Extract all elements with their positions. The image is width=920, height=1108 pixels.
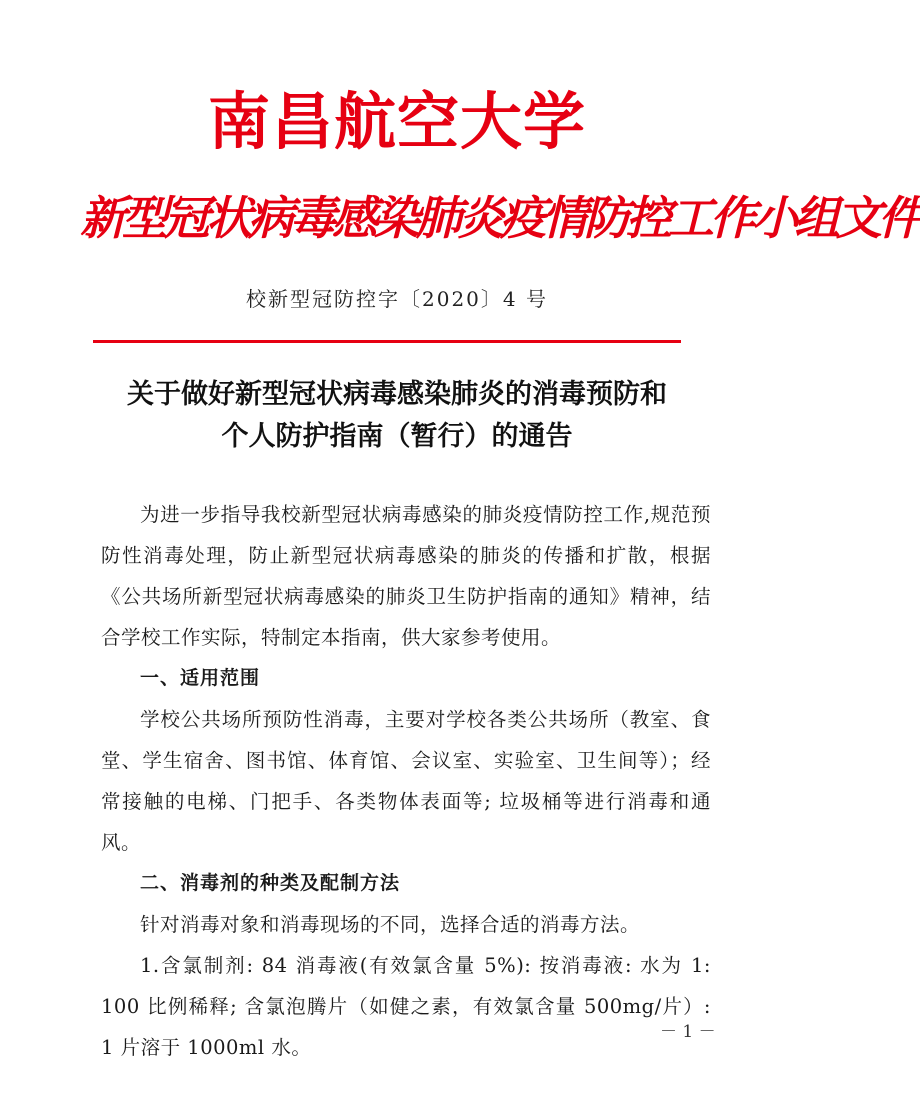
section-heading-disinfectants: 二、消毒剂的种类及配制方法: [140, 872, 401, 894]
issuer-name: 南昌航空大学: [207, 85, 586, 158]
scope-paragraph: 学校公共场所预防性消毒，主要对学校各类公共场所（教室、食堂、学生宿舍、图书馆、体育馆、会议室、实验室、卫生间等）；经常接触的电梯、门把手、各类物体表面等; 垃圾桶等进行消毒和通风。: [101, 708, 711, 854]
chlorine-agent-paragraph: 1.含氯制剂: 84 消毒液(有效氯含量 5%): 按消毒液: 水为 1: 100 比例稀释; 含氯泡腾片（如健之素，有效氯含量 500mg/片）: 1 片溶于 1000ml 水。: [101, 954, 711, 1059]
notice-title-line-2: 个人防护指南（暂行）的通告: [221, 421, 573, 452]
intro-paragraph: 为进一步指导我校新型冠状病毒感染的肺炎疫情防控工作,规范预防性消毒处理，防止新型冠状病毒感染的肺炎的传播和扩散，根据《公共场所新型冠状病毒感染的肺炎卫生防护指南的通知》精神，结合学校工作实际，特制定本指南，供大家参考使用。: [101, 503, 711, 649]
disinfectant-intro-paragraph: 针对消毒对象和消毒现场的不同，选择合适的消毒方法。: [140, 913, 641, 936]
document-number: 校新型冠防控字〔2020〕4 号: [246, 287, 548, 311]
red-divider-line: [93, 340, 681, 343]
notice-title-line-1: 关于做好新型冠状病毒感染肺炎的消毒预防和: [127, 379, 667, 410]
issuer-office: 新型冠状病毒感染肺炎疫情防控工作小组文件: [80, 191, 920, 245]
page-number: － 1 －: [660, 1022, 716, 1042]
notice-title: [0, 374, 794, 458]
section-heading-scope: 一、适用范围: [140, 667, 261, 689]
document-body: [101, 494, 711, 1068]
